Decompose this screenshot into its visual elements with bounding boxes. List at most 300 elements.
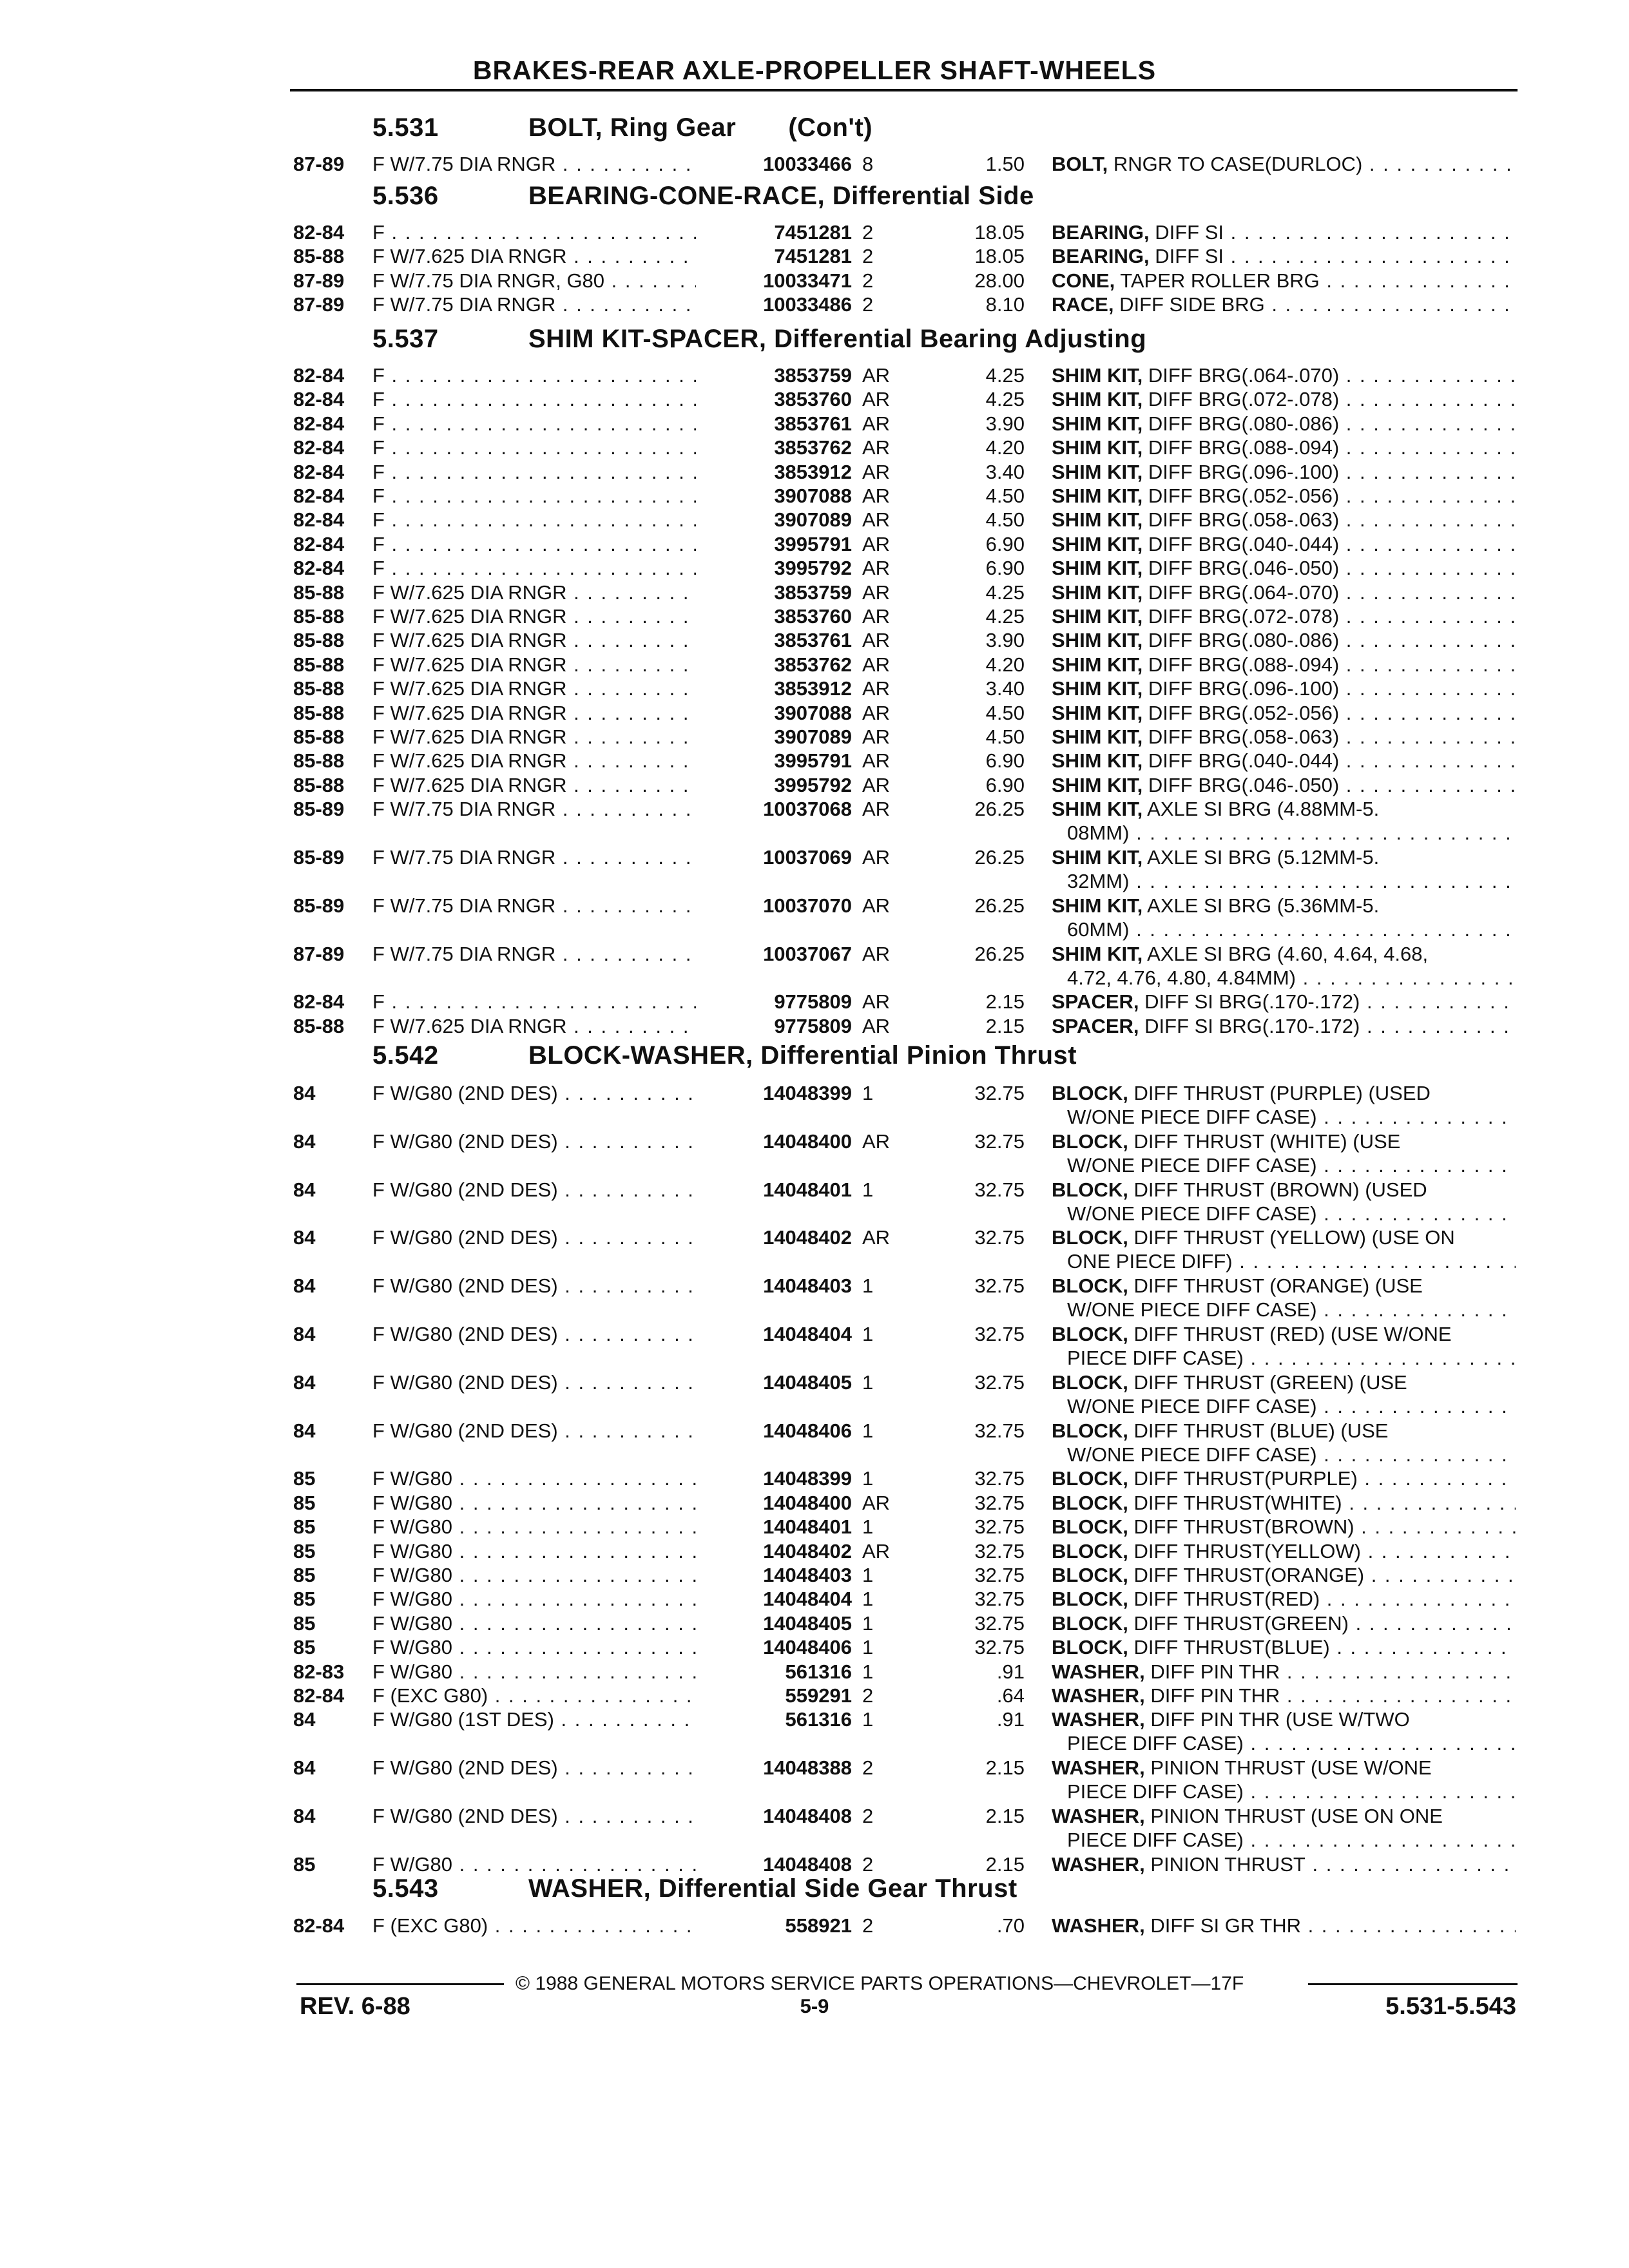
part-number: 3853761 bbox=[696, 412, 852, 436]
description bbox=[1052, 1491, 1516, 1515]
description-keyword: SHIM KIT, bbox=[1052, 508, 1143, 532]
part-number: 561316 bbox=[696, 1660, 852, 1684]
description-keyword: BLOCK, bbox=[1052, 1636, 1128, 1659]
model-years: 85-88 bbox=[293, 653, 345, 676]
price: 2.15 bbox=[985, 1805, 1025, 1827]
description bbox=[1052, 460, 1516, 484]
quantity: AR bbox=[862, 653, 891, 676]
description bbox=[1052, 269, 1516, 293]
quantity: 1 bbox=[862, 1274, 874, 1298]
description-keyword: WASHER, bbox=[1052, 1852, 1145, 1876]
application: F . . . bbox=[372, 460, 714, 484]
price: 28.00 bbox=[974, 269, 1025, 292]
model-years: 82-84 bbox=[293, 364, 345, 387]
description-continuation: W/ONE PIECE DIFF CASE) . . . bbox=[1067, 1443, 1516, 1466]
model-years: 87-89 bbox=[293, 153, 345, 175]
application: F W/G80 (2ND DES) . . . bbox=[372, 1225, 714, 1249]
quantity: 2 bbox=[862, 221, 874, 244]
application: F . . . bbox=[372, 556, 714, 580]
description-text: DIFF PIN THR (USE W/TWO bbox=[1150, 1708, 1410, 1731]
quantity: AR bbox=[862, 726, 891, 748]
part-number: 14048403 bbox=[696, 1274, 852, 1298]
description-keyword: SHIM KIT, bbox=[1052, 677, 1143, 700]
description-text: DIFF BRG(.080-.086) bbox=[1148, 412, 1340, 435]
model-years: 84 bbox=[293, 1756, 316, 1780]
application: F W/7.75 DIA RNGR . . . bbox=[372, 797, 714, 821]
description-keyword: SHIM KIT, bbox=[1052, 581, 1143, 604]
description-text: DIFF SI GR THR bbox=[1150, 1914, 1301, 1937]
description-keyword: SHIM KIT, bbox=[1052, 388, 1143, 411]
quantity: 2 bbox=[862, 1852, 874, 1876]
application: F . . . bbox=[372, 412, 714, 436]
model-years: 85 bbox=[293, 1636, 316, 1659]
description bbox=[1052, 1539, 1516, 1563]
part-number: 14048399 bbox=[696, 1466, 852, 1490]
quantity: 2 bbox=[862, 1756, 874, 1780]
description-text: DIFF BRG(.040-.044) bbox=[1148, 532, 1340, 555]
description-text: DIFF THRUST (PURPLE) (USED bbox=[1133, 1082, 1431, 1104]
description-text: DIFF BRG(.064-.070) bbox=[1148, 581, 1340, 604]
description-text: DIFF BRG(.064-.070) bbox=[1148, 364, 1340, 387]
description-continuation: 32MM) . . . bbox=[1067, 869, 1516, 893]
quantity: AR bbox=[862, 894, 891, 917]
section-title: BLOCK-WASHER, Differential Pinion Thrust bbox=[528, 1041, 1077, 1070]
description-text: PINION THRUST bbox=[1150, 1852, 1306, 1876]
model-years: 82-84 bbox=[293, 508, 345, 532]
description bbox=[1052, 942, 1516, 966]
description-keyword: BEARING, bbox=[1052, 221, 1150, 244]
part-number: 14048405 bbox=[696, 1611, 852, 1635]
application: F W/7.625 DIA RNGR . . . bbox=[372, 677, 714, 700]
section-title: SHIM KIT-SPACER, Differential Bearing Adjusting bbox=[528, 325, 1147, 353]
price: 2.15 bbox=[985, 1014, 1025, 1037]
model-years: 85-88 bbox=[293, 245, 345, 268]
description-text: DIFF THRUST (ORANGE) (USE bbox=[1133, 1274, 1423, 1298]
application: F W/G80 (2ND DES) . . . bbox=[372, 1419, 714, 1443]
part-number: 14048402 bbox=[696, 1225, 852, 1249]
quantity: AR bbox=[862, 990, 891, 1014]
model-years: 82-83 bbox=[293, 1660, 345, 1683]
description-keyword: BLOCK, bbox=[1052, 1274, 1128, 1298]
price: 32.75 bbox=[974, 1274, 1025, 1298]
price: 26.25 bbox=[974, 798, 1025, 821]
application: F . . . bbox=[372, 387, 714, 411]
description bbox=[1052, 1129, 1516, 1153]
application: F (EXC G80) . . . bbox=[372, 1684, 714, 1707]
description-text: DIFF THRUST(WHITE) bbox=[1133, 1491, 1342, 1514]
part-number: 3907088 bbox=[696, 484, 852, 508]
quantity: AR bbox=[862, 605, 891, 628]
model-years: 85 bbox=[293, 1588, 316, 1611]
part-number: 10037069 bbox=[696, 845, 852, 869]
part-number: 14048399 bbox=[696, 1081, 852, 1105]
description-keyword: WASHER, bbox=[1052, 1660, 1145, 1683]
section-title: BOLT, Ring Gear (Con't) bbox=[528, 113, 873, 142]
description-text: DIFF THRUST(PURPLE) bbox=[1133, 1467, 1358, 1490]
part-number: 14048406 bbox=[696, 1419, 852, 1443]
price: 3.90 bbox=[985, 412, 1025, 435]
section-number: 5.536 bbox=[372, 182, 439, 210]
description-text: DIFF BRG(.052-.056) bbox=[1148, 485, 1340, 507]
price: 4.50 bbox=[985, 701, 1025, 724]
part-number: 9775809 bbox=[696, 1014, 852, 1038]
part-number: 3853762 bbox=[696, 436, 852, 459]
model-years: 82-84 bbox=[293, 1684, 345, 1707]
quantity: 1 bbox=[862, 1611, 874, 1635]
quantity: 1 bbox=[862, 1515, 874, 1539]
model-years: 82-84 bbox=[293, 532, 345, 555]
application: F W/7.625 DIA RNGR . . . bbox=[372, 628, 714, 652]
description bbox=[1052, 1852, 1516, 1876]
part-number: 14048401 bbox=[696, 1515, 852, 1539]
description bbox=[1052, 845, 1516, 869]
description bbox=[1052, 1684, 1516, 1707]
model-years: 85-88 bbox=[293, 726, 345, 748]
description bbox=[1052, 677, 1516, 700]
model-years: 82-84 bbox=[293, 990, 345, 1014]
description bbox=[1052, 244, 1516, 268]
application: F W/7.625 DIA RNGR . . . bbox=[372, 773, 714, 797]
description-keyword: WASHER, bbox=[1052, 1805, 1145, 1827]
quantity: 1 bbox=[862, 1082, 874, 1104]
description-keyword: SHIM KIT, bbox=[1052, 846, 1143, 869]
quantity: AR bbox=[862, 460, 891, 483]
model-years: 82-84 bbox=[293, 412, 345, 435]
description bbox=[1052, 797, 1516, 821]
application: F W/G80 . . . bbox=[372, 1611, 714, 1635]
footer-section-range: 5.531-5.543 bbox=[1385, 1993, 1516, 2020]
part-number: 3853760 bbox=[696, 604, 852, 628]
quantity: 1 bbox=[862, 1323, 874, 1345]
model-years: 82-84 bbox=[293, 1914, 345, 1937]
part-number: 10033471 bbox=[696, 269, 852, 293]
description-text: DIFF PIN THR bbox=[1150, 1660, 1280, 1683]
part-number: 3907088 bbox=[696, 701, 852, 725]
description-text: DIFF BRG(.046-.050) bbox=[1148, 557, 1340, 580]
application: F W/7.625 DIA RNGR . . . bbox=[372, 653, 714, 677]
description-text: DIFF SI bbox=[1155, 221, 1224, 244]
quantity: 1 bbox=[862, 1588, 874, 1611]
description-text: DIFF BRG(.072-.078) bbox=[1148, 605, 1340, 628]
footer-page-number: 5-9 bbox=[800, 1995, 829, 2017]
price: 32.75 bbox=[974, 1491, 1025, 1514]
description-keyword: SHIM KIT, bbox=[1052, 773, 1143, 796]
quantity: AR bbox=[862, 581, 891, 604]
part-number: 14048402 bbox=[696, 1539, 852, 1563]
description bbox=[1052, 653, 1516, 677]
description-keyword: RACE, bbox=[1052, 293, 1114, 316]
description bbox=[1052, 1322, 1516, 1346]
description-keyword: BLOCK, bbox=[1052, 1226, 1128, 1249]
quantity: 1 bbox=[862, 1636, 874, 1659]
application: F . . . bbox=[372, 532, 714, 556]
part-number: 559291 bbox=[696, 1684, 852, 1707]
description-continuation: W/ONE PIECE DIFF CASE) . . . bbox=[1067, 1153, 1516, 1177]
model-years: 85-88 bbox=[293, 701, 345, 724]
description-keyword: BLOCK, bbox=[1052, 1323, 1128, 1345]
part-number: 3853912 bbox=[696, 460, 852, 484]
application: F W/7.75 DIA RNGR . . . bbox=[372, 845, 714, 869]
quantity: AR bbox=[862, 749, 891, 773]
description-text: DIFF BRG(.096-.100) bbox=[1148, 460, 1340, 483]
quantity: AR bbox=[862, 846, 891, 869]
model-years: 84 bbox=[293, 1419, 316, 1442]
description bbox=[1052, 484, 1516, 508]
page-header-title: BRAKES-REAR AXLE-PROPELLER SHAFT-WHEELS bbox=[472, 55, 1157, 85]
price: 6.90 bbox=[985, 749, 1025, 773]
quantity: AR bbox=[862, 942, 891, 965]
quantity: AR bbox=[862, 557, 891, 580]
quantity: 1 bbox=[862, 1564, 874, 1586]
price: 26.25 bbox=[974, 894, 1025, 917]
description-text: DIFF BRG(.040-.044) bbox=[1148, 749, 1340, 773]
quantity: AR bbox=[862, 1539, 891, 1562]
part-number: 3995792 bbox=[696, 556, 852, 580]
description bbox=[1052, 532, 1516, 556]
model-years: 85-89 bbox=[293, 894, 345, 917]
price: 4.25 bbox=[985, 388, 1025, 411]
description bbox=[1052, 1660, 1516, 1684]
part-number: 7451281 bbox=[696, 220, 852, 244]
part-number: 3995792 bbox=[696, 773, 852, 797]
price: 3.40 bbox=[985, 460, 1025, 483]
price: 2.15 bbox=[985, 1852, 1025, 1876]
model-years: 85 bbox=[293, 1467, 316, 1490]
description-text: DIFF SI bbox=[1155, 245, 1224, 268]
model-years: 84 bbox=[293, 1708, 316, 1731]
model-years: 87-89 bbox=[293, 942, 345, 965]
description bbox=[1052, 1225, 1516, 1249]
price: 32.75 bbox=[974, 1636, 1025, 1659]
quantity: 1 bbox=[862, 1419, 874, 1442]
quantity: AR bbox=[862, 485, 891, 507]
description bbox=[1052, 1635, 1516, 1659]
price: 32.75 bbox=[974, 1226, 1025, 1249]
application: F W/G80 . . . bbox=[372, 1491, 714, 1515]
description-text: DIFF BRG(.058-.063) bbox=[1148, 726, 1340, 748]
application: F W/G80 (2ND DES) . . . bbox=[372, 1804, 714, 1828]
description-continuation: 08MM) . . . bbox=[1067, 821, 1516, 845]
application: F W/G80 (2ND DES) . . . bbox=[372, 1081, 714, 1105]
application: F W/7.75 DIA RNGR, G80 . . . bbox=[372, 269, 714, 293]
model-years: 82-84 bbox=[293, 221, 345, 244]
application: F W/G80 . . . bbox=[372, 1660, 714, 1684]
description-continuation: 4.72, 4.76, 4.80, 4.84MM) . . . bbox=[1067, 966, 1516, 990]
model-years: 82-84 bbox=[293, 460, 345, 483]
application: F W/7.625 DIA RNGR . . . bbox=[372, 1014, 714, 1038]
quantity: 2 bbox=[862, 245, 874, 268]
quantity: AR bbox=[862, 677, 891, 700]
application: F W/G80 (1ST DES) . . . bbox=[372, 1707, 714, 1731]
part-number: 14048408 bbox=[696, 1852, 852, 1876]
description-keyword: SHIM KIT, bbox=[1052, 749, 1143, 773]
description-text: DIFF THRUST(YELLOW) bbox=[1133, 1539, 1361, 1562]
application: F W/G80 . . . bbox=[372, 1515, 714, 1539]
description-continuation: PIECE DIFF CASE) . . . bbox=[1067, 1731, 1516, 1755]
description-text: DIFF THRUST (GREEN) (USE bbox=[1133, 1370, 1407, 1394]
description-continuation: ONE PIECE DIFF) . . . bbox=[1067, 1249, 1516, 1273]
price: 32.75 bbox=[974, 1564, 1025, 1586]
model-years: 82-84 bbox=[293, 557, 345, 580]
description-text: DIFF BRG(.058-.063) bbox=[1148, 508, 1340, 532]
description-text: PINION THRUST (USE W/ONE bbox=[1150, 1756, 1432, 1780]
description-text: AXLE SI BRG (5.36MM-5. bbox=[1147, 894, 1380, 917]
description-continuation: 60MM) . . . bbox=[1067, 918, 1516, 941]
model-years: 85 bbox=[293, 1539, 316, 1562]
application: F W/7.75 DIA RNGR . . . bbox=[372, 942, 714, 966]
quantity: AR bbox=[862, 773, 891, 796]
application: F W/7.625 DIA RNGR . . . bbox=[372, 701, 714, 725]
description-keyword: SHIM KIT, bbox=[1052, 532, 1143, 555]
part-number: 14048403 bbox=[696, 1563, 852, 1587]
quantity: AR bbox=[862, 701, 891, 724]
description-keyword: WASHER, bbox=[1052, 1708, 1145, 1731]
application: F W/7.75 DIA RNGR . . . bbox=[372, 894, 714, 918]
part-number: 7451281 bbox=[696, 244, 852, 268]
application: F W/G80 . . . bbox=[372, 1587, 714, 1611]
description-keyword: BLOCK, bbox=[1052, 1178, 1128, 1201]
description-keyword: SPACER, bbox=[1052, 1014, 1139, 1037]
description-keyword: BLOCK, bbox=[1052, 1611, 1128, 1635]
price: 2.15 bbox=[985, 1756, 1025, 1780]
part-number: 3853912 bbox=[696, 677, 852, 700]
description-text: TAPER ROLLER BRG bbox=[1120, 269, 1320, 292]
model-years: 84 bbox=[293, 1082, 316, 1104]
description bbox=[1052, 1178, 1516, 1202]
part-number: 3853762 bbox=[696, 653, 852, 677]
model-years: 84 bbox=[293, 1274, 316, 1298]
description bbox=[1052, 387, 1516, 411]
description bbox=[1052, 363, 1516, 387]
footer-copyright: © 1988 GENERAL MOTORS SERVICE PARTS OPERATIONS—CHEVROLET—17F bbox=[516, 1973, 1244, 1994]
description bbox=[1052, 701, 1516, 725]
description-text: DIFF SI BRG(.170-.172) bbox=[1144, 990, 1360, 1014]
description-keyword: BLOCK, bbox=[1052, 1082, 1128, 1104]
quantity: 1 bbox=[862, 1370, 874, 1394]
application: F W/G80 . . . bbox=[372, 1563, 714, 1587]
description-text: DIFF THRUST(ORANGE) bbox=[1133, 1564, 1365, 1586]
description bbox=[1052, 725, 1516, 749]
quantity: 1 bbox=[862, 1467, 874, 1490]
quantity: AR bbox=[862, 364, 891, 387]
quantity: AR bbox=[862, 798, 891, 821]
part-number: 10033466 bbox=[696, 152, 852, 176]
quantity: 2 bbox=[862, 1805, 874, 1827]
price: 32.75 bbox=[974, 1611, 1025, 1635]
description-keyword: BLOCK, bbox=[1052, 1539, 1128, 1562]
price: 26.25 bbox=[974, 846, 1025, 869]
application: F W/G80 . . . bbox=[372, 1852, 714, 1876]
model-years: 84 bbox=[293, 1323, 316, 1345]
description-keyword: SHIM KIT, bbox=[1052, 798, 1143, 821]
model-years: 85-88 bbox=[293, 749, 345, 773]
application: F W/G80 (2ND DES) . . . bbox=[372, 1129, 714, 1153]
part-number: 14048405 bbox=[696, 1370, 852, 1394]
description-keyword: BLOCK, bbox=[1052, 1588, 1128, 1611]
model-years: 85-88 bbox=[293, 677, 345, 700]
price: 6.90 bbox=[985, 532, 1025, 555]
application: F W/7.75 DIA RNGR . . . bbox=[372, 152, 714, 176]
description bbox=[1052, 412, 1516, 436]
price: 4.25 bbox=[985, 605, 1025, 628]
description-text: AXLE SI BRG (4.88MM-5. bbox=[1147, 798, 1380, 821]
description-keyword: SHIM KIT, bbox=[1052, 485, 1143, 507]
model-years: 85 bbox=[293, 1564, 316, 1586]
part-number: 3853761 bbox=[696, 628, 852, 652]
quantity: 1 bbox=[862, 1708, 874, 1731]
description-text: PINION THRUST (USE ON ONE bbox=[1150, 1805, 1443, 1827]
description bbox=[1052, 1081, 1516, 1105]
description bbox=[1052, 1563, 1516, 1587]
quantity: 2 bbox=[862, 1914, 874, 1937]
application: F W/G80 (2ND DES) . . . bbox=[372, 1178, 714, 1202]
description-keyword: SHIM KIT, bbox=[1052, 605, 1143, 628]
part-number: 558921 bbox=[696, 1914, 852, 1937]
model-years: 84 bbox=[293, 1178, 316, 1201]
model-years: 87-89 bbox=[293, 269, 345, 292]
application: F W/7.75 DIA RNGR . . . bbox=[372, 293, 714, 316]
part-number: 3853759 bbox=[696, 363, 852, 387]
price: 18.05 bbox=[974, 245, 1025, 268]
part-number: 14048406 bbox=[696, 1635, 852, 1659]
part-number: 14048408 bbox=[696, 1804, 852, 1828]
description bbox=[1052, 604, 1516, 628]
description-keyword: BLOCK, bbox=[1052, 1564, 1128, 1586]
application: F W/G80 (2ND DES) . . . bbox=[372, 1756, 714, 1780]
quantity: AR bbox=[862, 1014, 891, 1037]
description bbox=[1052, 1419, 1516, 1443]
description-text: DIFF SI BRG(.170-.172) bbox=[1144, 1014, 1360, 1037]
model-years: 85-89 bbox=[293, 798, 345, 821]
part-number: 14048400 bbox=[696, 1129, 852, 1153]
price: 4.25 bbox=[985, 581, 1025, 604]
description bbox=[1052, 1804, 1516, 1828]
header-rule bbox=[290, 89, 1518, 91]
price: 4.25 bbox=[985, 364, 1025, 387]
quantity: AR bbox=[862, 1491, 891, 1514]
description-text: DIFF THRUST (WHITE) (USE bbox=[1133, 1129, 1401, 1153]
price: 32.75 bbox=[974, 1467, 1025, 1490]
description-continuation: PIECE DIFF CASE) . . . bbox=[1067, 1346, 1516, 1370]
application: F . . . bbox=[372, 990, 714, 1014]
price: 1.50 bbox=[985, 153, 1025, 175]
application: F . . . bbox=[372, 508, 714, 532]
price: 3.90 bbox=[985, 629, 1025, 652]
description bbox=[1052, 1707, 1516, 1731]
section-number: 5.542 bbox=[372, 1041, 439, 1070]
price: 32.75 bbox=[974, 1419, 1025, 1442]
quantity: AR bbox=[862, 388, 891, 411]
description-keyword: SHIM KIT, bbox=[1052, 364, 1143, 387]
quantity: AR bbox=[862, 412, 891, 435]
description bbox=[1052, 508, 1516, 532]
description bbox=[1052, 894, 1516, 918]
footer-revision: REV. 6-88 bbox=[300, 1993, 410, 2020]
description-keyword: SHIM KIT, bbox=[1052, 726, 1143, 748]
section-number: 5.531 bbox=[372, 113, 439, 142]
part-number: 561316 bbox=[696, 1707, 852, 1731]
part-number: 14048388 bbox=[696, 1756, 852, 1780]
application: F . . . bbox=[372, 484, 714, 508]
application: F W/7.625 DIA RNGR . . . bbox=[372, 244, 714, 268]
part-number: 3907089 bbox=[696, 725, 852, 749]
description-keyword: BLOCK, bbox=[1052, 1370, 1128, 1394]
price: 32.75 bbox=[974, 1588, 1025, 1611]
quantity: AR bbox=[862, 1129, 891, 1153]
description-text: RNGR TO CASE(DURLOC) bbox=[1113, 153, 1363, 175]
description-text: DIFF BRG(.088-.094) bbox=[1148, 436, 1340, 459]
description-text: DIFF THRUST(GREEN) bbox=[1133, 1611, 1349, 1635]
